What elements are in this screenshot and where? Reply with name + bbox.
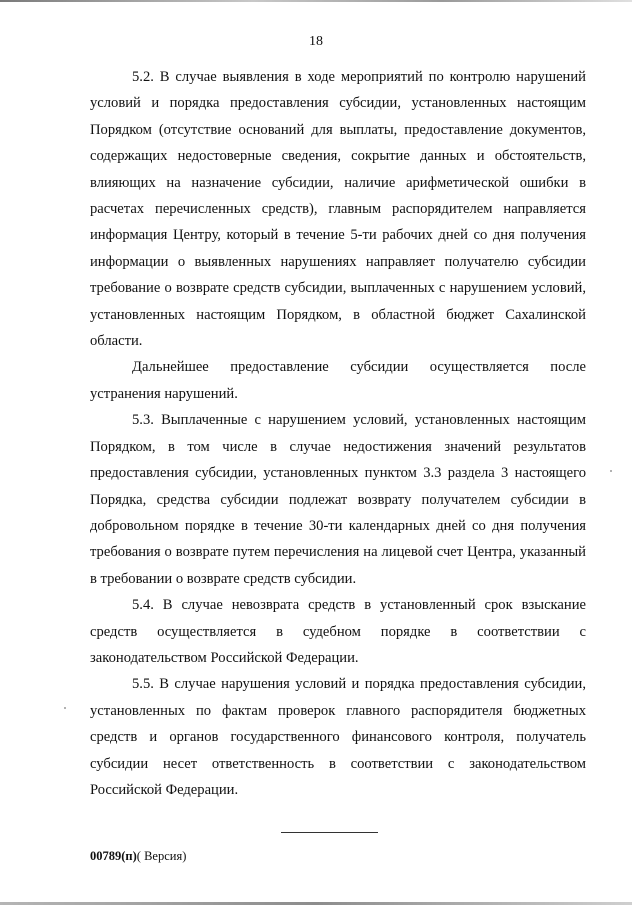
paragraph-5-4: 5.4. В случае невозврата средств в установленный срок взыскание средств осуществляется в судебном порядке в соответствии с законодательством Российской Федерации. xyxy=(90,597,586,666)
footer-code: 00789(п) xyxy=(90,849,137,863)
footer-version: ( Версия) xyxy=(136,849,187,863)
scan-speck xyxy=(64,707,66,709)
page-number: 18 xyxy=(309,34,323,49)
document-body xyxy=(90,64,586,803)
scan-edge-top xyxy=(0,0,632,2)
paragraph-5-2: 5.2. В случае выявления в ходе мероприятий по контролю нарушений условий и порядка предоставления субсидии, установленных настоящим Порядком (отсутствие оснований для выплаты, предоставление документов, содержащих недостоверные сведения, сокрытие данных и обстоятельств, влияющих на назначение субсидии, наличие арифметической ошибки в расчетах перечисленных средств), главным распорядителем направляется информация Центру, который в течение 5-ти рабочих дней со дня получения информации о выявленных нарушениях направляет получателю субсидии требование о возврате средств субсидии, выплаченных с нарушением условий, установленных настоящим Порядком, в областной бюджет Сахалинской области. xyxy=(90,69,586,350)
paragraph-continuation: Дальнейшее предоставление субсидии осуществляется после устранения нарушений. xyxy=(90,359,586,402)
scan-speck xyxy=(610,470,612,472)
end-divider xyxy=(281,832,378,833)
paragraph-5-3: 5.3. Выплаченные с нарушением условий, установленных настоящим Порядком, в том числе в случае недостижения значений результатов предоставления субсидии, установленных пунктом 3.3 раздела 3 настоящего Порядка, средства субсидии подлежат возврату получателем субсидии в добровольном порядке в течение 30-ти календарных дней со дня получения требования о возврате путем перечисления на лицевой счет Центра, указанный в требовании о возврате средств субсидии. xyxy=(90,412,586,587)
footer-document-code xyxy=(90,849,186,864)
paragraph-5-5: 5.5. В случае нарушения условий и порядка предоставления субсидии, установленных по фактам проверок главного распорядителя бюджетных средств и органов государственного финансового контроля, получатель субсидии несет ответственность в соответствии с законодательством Российской Федерации. xyxy=(90,676,586,798)
